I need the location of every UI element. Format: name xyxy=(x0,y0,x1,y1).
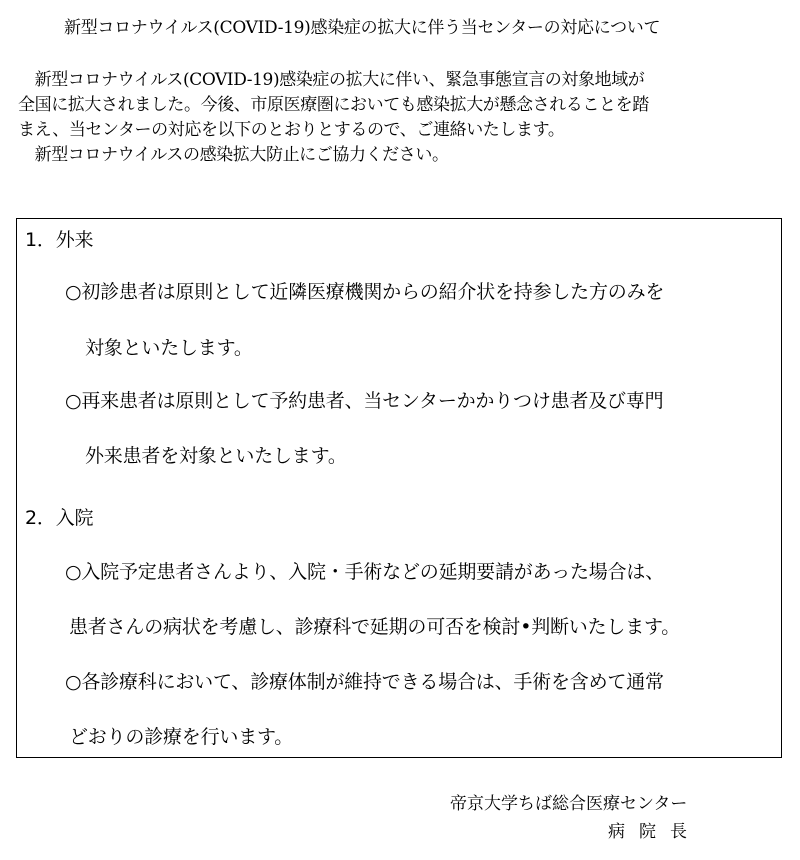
intro-line: 新型コロナウイルス(COVID-19)感染症の拡大に伴い、緊急事態宣言の対象地域が xyxy=(18,70,645,90)
signer-role: 病院長 xyxy=(608,822,701,842)
intro-line: 全国に拡大されました。今後、市原医療圏においても感染拡大が懸念されることを踏 xyxy=(18,95,649,115)
inpatient-item-postpone: ○入院予定患者さんより、入院・手術などの延期要請があった場合は、 xyxy=(65,561,664,583)
organization-name: 帝京大学ちば総合医療センター xyxy=(450,794,688,814)
section-heading-outpatient: 1．外来 xyxy=(25,229,94,251)
inpatient-item-normal-care: ○各診療科において、診療体制が維持できる場合は、手術を含めて通常 xyxy=(65,671,664,693)
inpatient-item-postpone-cont: 患者さんの病状を考慮し、診療科で延期の可否を検討•判断いたします。 xyxy=(69,616,681,638)
signature-block xyxy=(450,790,701,846)
notice-box xyxy=(16,218,782,758)
outpatient-item-first-visit: ○初診患者は原則として近隣医療機関からの紹介状を持参した方のみを xyxy=(65,281,665,303)
outpatient-item-first-visit-cont: 対象といたします。 xyxy=(85,337,253,359)
intro-paragraph xyxy=(18,68,788,168)
intro-line: まえ、当センターの対応を以下のとおりとするので、ご連絡いたします。 xyxy=(18,120,565,140)
intro-line: 新型コロナウイルスの感染拡大防止にご協力ください。 xyxy=(18,145,449,165)
inpatient-item-normal-care-cont: どおりの診療を行います。 xyxy=(69,726,294,748)
document-title: 新型コロナウイルス(COVID-19)感染症の拡大に伴う当センターの対応について xyxy=(64,18,661,38)
outpatient-item-return-visit-cont: 外来患者を対象といたします。 xyxy=(85,445,347,467)
outpatient-item-return-visit: ○再来患者は原則として予約患者、当センターかかりつけ患者及び専門 xyxy=(65,390,664,412)
section-heading-inpatient: 2．入院 xyxy=(25,507,94,529)
